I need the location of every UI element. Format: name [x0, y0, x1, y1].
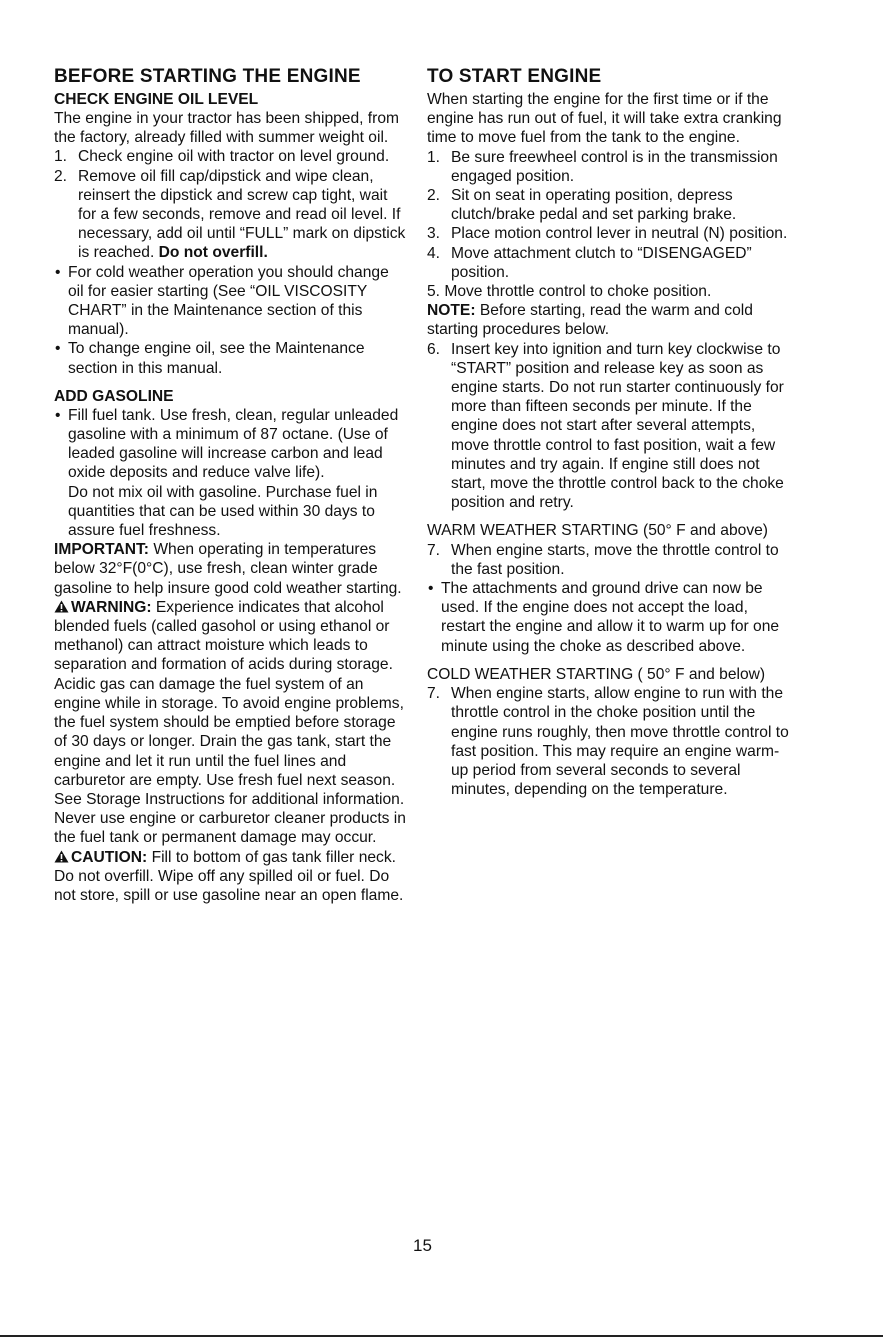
heading-cold-weather: COLD WEATHER STARTING ( 50° F and below): [427, 665, 766, 683]
check-oil-intro: The engine in your tractor has been shipped, from the factory, already filled with summer weight oil.: [54, 110, 399, 147]
bullet-icon: •: [55, 340, 61, 358]
bottom-divider: [0, 1335, 883, 1337]
check-oil-step-2: 2. Remove oil fill cap/dipstick and wipe clean, reinsert the dipstick and screw cap tight, wait for a few seconds, remove and read oil level. If necessary, add oil until “FULL” mark on dipstick is reached. Do not overfill.: [54, 167, 406, 262]
page-number: 15: [413, 1236, 432, 1255]
start-step-3: 3. Place motion control lever in neutral (N) position.: [427, 225, 788, 243]
start-step-2: 2. Sit on seat in operating position, depress clutch/brake pedal and set parking brake.: [427, 187, 737, 224]
warm-step-7: 7. When engine starts, move the throttle control to the fast position.: [427, 541, 779, 578]
important-note: IMPORTANT: When operating in temperatures below 32°F(0°C), use fresh, clean winter grade gasoline to help insure good cold weather starting.: [54, 541, 402, 597]
add-gas-bullet-continued: Do not mix oil with gasoline. Purchase fuel in quantities that can be used within 30 days to assure fuel freshness.: [68, 483, 378, 540]
heading-check-oil: CHECK ENGINE OIL LEVEL: [54, 91, 259, 108]
bullet-icon: •: [55, 406, 61, 424]
start-step-4: 4. Move attachment clutch to “DISENGAGED” position.: [427, 244, 752, 281]
start-intro: When starting the engine for the first time or if the engine has run out of fuel, it will take extra cranking time to move fuel from the tank to the engine.: [427, 91, 782, 147]
caution-note: CAUTION: Fill to bottom of gas tank filler neck. Do not overfill. Wipe off any spilled oil or fuel. Do not store, spill or use gasoline near an open flame.: [54, 848, 404, 904]
section-title-to-start: TO START ENGINE: [427, 66, 602, 87]
check-oil-bullet-2: • To change engine oil, see the Maintenance section in this manual.: [55, 340, 365, 377]
section-title-before-starting: BEFORE STARTING THE ENGINE: [54, 66, 361, 87]
cold-step-7: 7. When engine starts, allow engine to run with the throttle control in the choke position until the engine runs roughly, then move throttle control to fast position. This may require an engine warm-up period from several seconds to several minutes, depending on the temperature.: [427, 685, 789, 799]
check-oil-bullet-1: • For cold weather operation you should change oil for easier starting (See “OIL VISCOSITY CHART” in the Maintenance section of this manual).: [55, 263, 389, 339]
start-step-1: 1. Be sure freewheel control is in the transmission engaged position.: [427, 148, 778, 185]
check-oil-step-1: 1. Check engine oil with tractor on level ground.: [54, 148, 390, 166]
bullet-icon: •: [55, 263, 61, 281]
caution-triangle-icon: [54, 850, 69, 863]
warning-triangle-icon: [54, 600, 69, 613]
left-column: [54, 66, 406, 905]
warning-note: WARNING: Experience indicates that alcohol blended fuels (called gasohol or using ethanol or methanol) can attract moisture which leads to separation and formation of acids during storage. Acidic gas can damage the fuel system of an engine while in storage. To avoid engine problems, the fuel system should be emptied before storage of 30 days or longer. Drain the gas tank, start the engine and let it run until the fuel lines and carburetor are empty. Use fresh fuel next season. See Storage Instructions for additional information. Never use engine or carburetor cleaner products in the fuel tank or permanent damage may occur.: [54, 598, 406, 847]
heading-add-gasoline: ADD GASOLINE: [54, 387, 174, 405]
start-step-6: 6. Insert key into ignition and turn key clockwise to “START” position and release key as soon as engine starts. Do not run starter continuously for more than fifteen seconds per minute. If the engine does not start after several attempts, move throttle control to fast position, wait a few minutes and try again. If engine still does not start, move the throttle control back to the choke position and retry.: [427, 340, 784, 512]
heading-warm-weather: WARM WEATHER STARTING (50° F and above): [427, 522, 768, 540]
bullet-icon: •: [428, 580, 434, 598]
add-gas-bullet: • Fill fuel tank. Use fresh, clean, regular unleaded gasoline with a minimum of 87 octane. (Use of leaded gasoline will increase carbon and lead oxide deposits and reduce valve life).: [55, 406, 399, 482]
start-note: NOTE: Before starting, read the warm and cold starting procedures below.: [427, 302, 753, 339]
right-column: [427, 66, 789, 799]
warm-bullet: • The attachments and ground drive can now be used. If the engine does not accept the load, restart the engine and allow it to warm up for one minute using the choke as described above.: [428, 580, 780, 655]
do-not-overfill-text: Do not overfill.: [158, 244, 268, 262]
start-step-5: 5. Move throttle control to choke position.: [427, 283, 712, 301]
